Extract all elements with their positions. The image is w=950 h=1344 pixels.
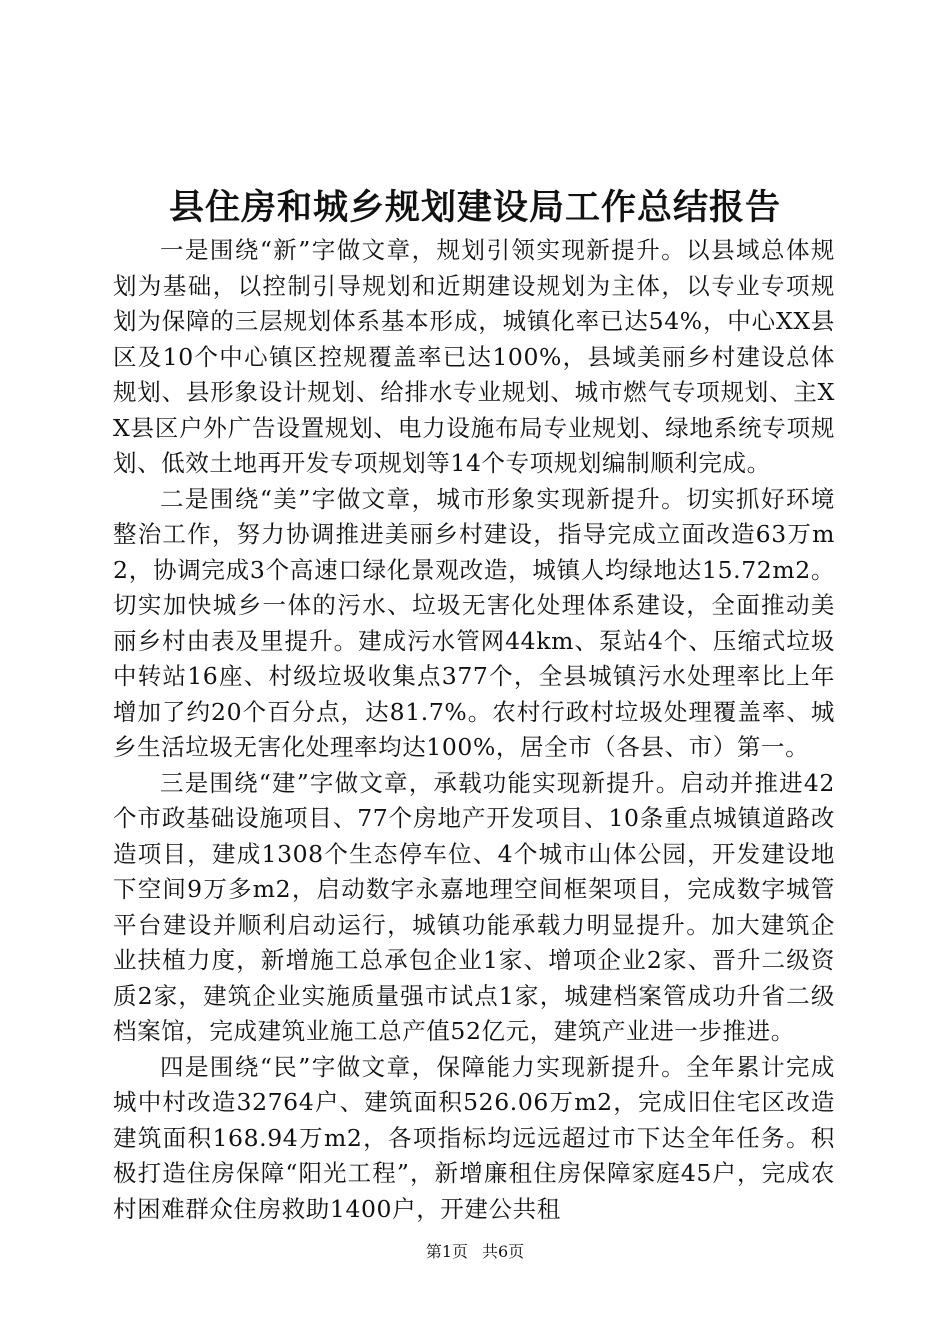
paragraph-1: 一是围绕“新”字做文章，规划引领实现新提升。以县域总体规划为基础，以控制引导规划和近期建设规划为主体，以专业专项规划为保障的三层规划体系基本形成，城镇化率已达54%，中心XX县区及10个中心镇区控规覆盖率已达100%，县域美丽乡村建设总体规划、县形象设计规划、给排水专业规划、城市燃气专项规划、主XX县区户外广告设置规划、电力设施布局专业规划、绿地系统专项规划、低效土地再开发专项规划等14个专项规划编制顺利完成。: [113, 236, 835, 477]
paragraph-2: 二是围绕“美”字做文章，城市形象实现新提升。切实抓好环境整治工作，努力协调推进美丽乡村建设，指导完成立面改造63万m2，协调完成3个高速口绿化景观改造，城镇人均绿地达15.72m2。切实加快城乡一体的污水、垃圾无害化处理体系建设，全面推动美丽乡村由表及里提升。建成污水管网44km、泵站4个、压缩式垃圾中转站16座、村级垃圾收集点377个，全县城镇污水处理率比上年增加了约20个百分点，达81.7%。农村行政村垃圾处理覆盖率、城乡生活垃圾无害化处理率均达100%，居全市（各县、市）第一。: [113, 484, 835, 761]
document-body: [113, 233, 835, 1227]
document-title: 县住房和城乡规划建设局工作总结报告: [168, 187, 781, 228]
page-footer: [0, 1241, 950, 1263]
paragraph-3: 三是围绕“建”字做文章，承载功能实现新提升。启动并推进42个市政基础设施项目、77个房地产开发项目、10条重点城镇道路改造项目，建成1308个生态停车位、4个城市山体公园，开发建设地下空间9万多m2，启动数字永嘉地理空间框架项目，完成数字城管平台建设并顺利启动运行，城镇功能承载力明显提升。加大建筑企业扶植力度，新增施工总承包企业1家、增项企业2家、晋升二级资质2家，建筑企业实施质量强市试点1家，城建档案管成功升省二级档案馆，完成建筑业施工总产值52亿元，建筑产业进一步推进。: [113, 768, 835, 1045]
page-number: 第1页: [425, 1242, 468, 1261]
page-total: 共6页: [482, 1242, 525, 1261]
paragraph-4: 四是围绕“民”字做文章，保障能力实现新提升。全年累计完成城中村改造32764户、建筑面积526.06万m2，完成旧住宅区改造建筑面积168.94万m2，各项指标均远远超过市下达全年任务。积极打造住房保障“阳光工程”，新增廉租住房保障家庭45户，完成农村困难群众住房救助1400户，开建公共租: [113, 1052, 835, 1223]
